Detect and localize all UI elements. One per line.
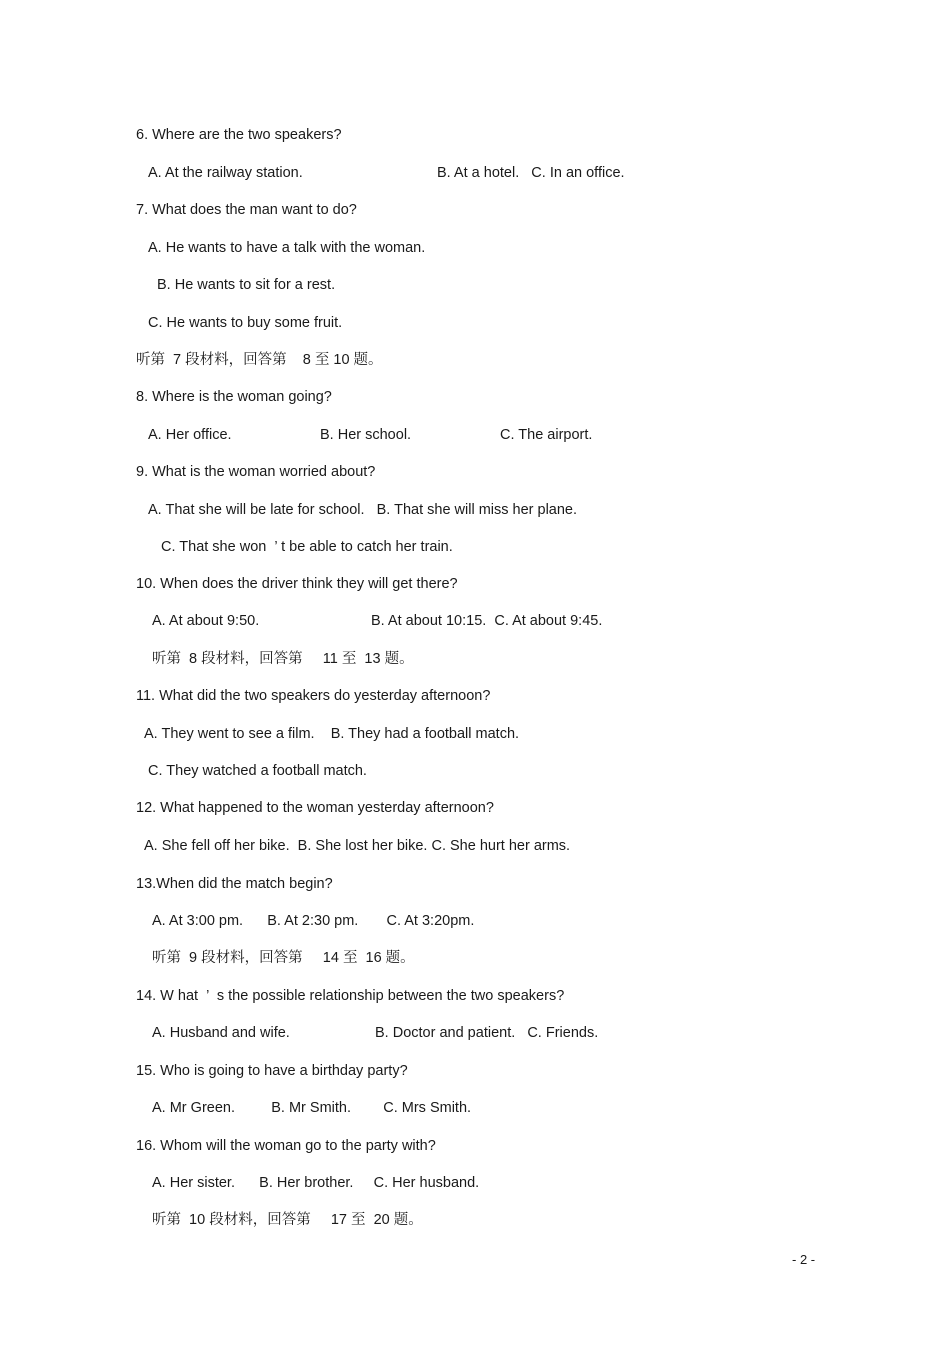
q14-option-a: A. Husband and wife. <box>152 1025 290 1041</box>
question-10: 10. When does the driver think they will get there? <box>136 576 458 592</box>
question-14: 14. W hat ’ s the possible relationship between the two speakers? <box>136 988 565 1004</box>
question-9: 9. What is the woman worried about? <box>136 464 376 480</box>
q12-options: A. She fell off her bike. B. She lost her bike. C. She hurt her arms. <box>144 838 571 854</box>
q6-option-a: A. At the railway station. <box>148 165 303 181</box>
section-instruction-10: 听第 10 段材料，回答第 17 至 20 题。 <box>152 1212 423 1228</box>
question-16: 16. Whom will the woman go to the party with? <box>136 1138 436 1154</box>
q9-option-c: C. That she won ’ t be able to catch her train. <box>161 539 453 555</box>
section-instruction-9: 听第 9 段材料，回答第 14 至 16 题。 <box>152 950 415 966</box>
q8-option-a: A. Her office. <box>148 427 232 443</box>
question-12: 12. What happened to the woman yesterday afternoon? <box>136 800 494 816</box>
section-instruction-7: 听第 7 段材料，回答第 8 至 10 题。 <box>136 352 383 368</box>
section-instruction-8: 听第 8 段材料，回答第 11 至 13 题。 <box>152 651 414 667</box>
q8-option-c: C. The airport. <box>500 427 593 443</box>
q14-options-bc: B. Doctor and patient. C. Friends. <box>375 1025 599 1041</box>
q11-option-c: C. They watched a football match. <box>148 763 367 779</box>
question-8: 8. Where is the woman going? <box>136 389 332 405</box>
q6-options-bc: B. At a hotel. C. In an office. <box>437 165 625 181</box>
q16-options: A. Her sister. B. Her brother. C. Her husband. <box>152 1175 480 1191</box>
q10-options-bc: B. At about 10:15. C. At about 9:45. <box>371 613 603 629</box>
question-11: 11. What did the two speakers do yesterday afternoon? <box>136 688 491 704</box>
q8-option-b: B. Her school. <box>320 427 412 443</box>
question-13: 13.When did the match begin? <box>136 876 333 892</box>
q11-options-ab: A. They went to see a film. B. They had a football match. <box>144 726 520 742</box>
question-7: 7. What does the man want to do? <box>136 202 357 218</box>
question-6: 6. Where are the two speakers? <box>136 127 342 143</box>
question-15: 15. Who is going to have a birthday party? <box>136 1063 408 1079</box>
q10-option-a: A. At about 9:50. <box>152 613 260 629</box>
q7-option-c: C. He wants to buy some fruit. <box>148 315 343 331</box>
q13-options: A. At 3:00 pm. B. At 2:30 pm. C. At 3:20pm. <box>152 913 475 929</box>
page-number: - 2 - <box>792 1252 816 1267</box>
q9-options-ab: A. That she will be late for school. B. That she will miss her plane. <box>148 502 578 518</box>
q15-options: A. Mr Green. B. Mr Smith. C. Mrs Smith. <box>152 1100 472 1116</box>
q7-option-a: A. He wants to have a talk with the woman. <box>148 240 426 256</box>
q7-option-b: B. He wants to sit for a rest. <box>157 277 336 293</box>
